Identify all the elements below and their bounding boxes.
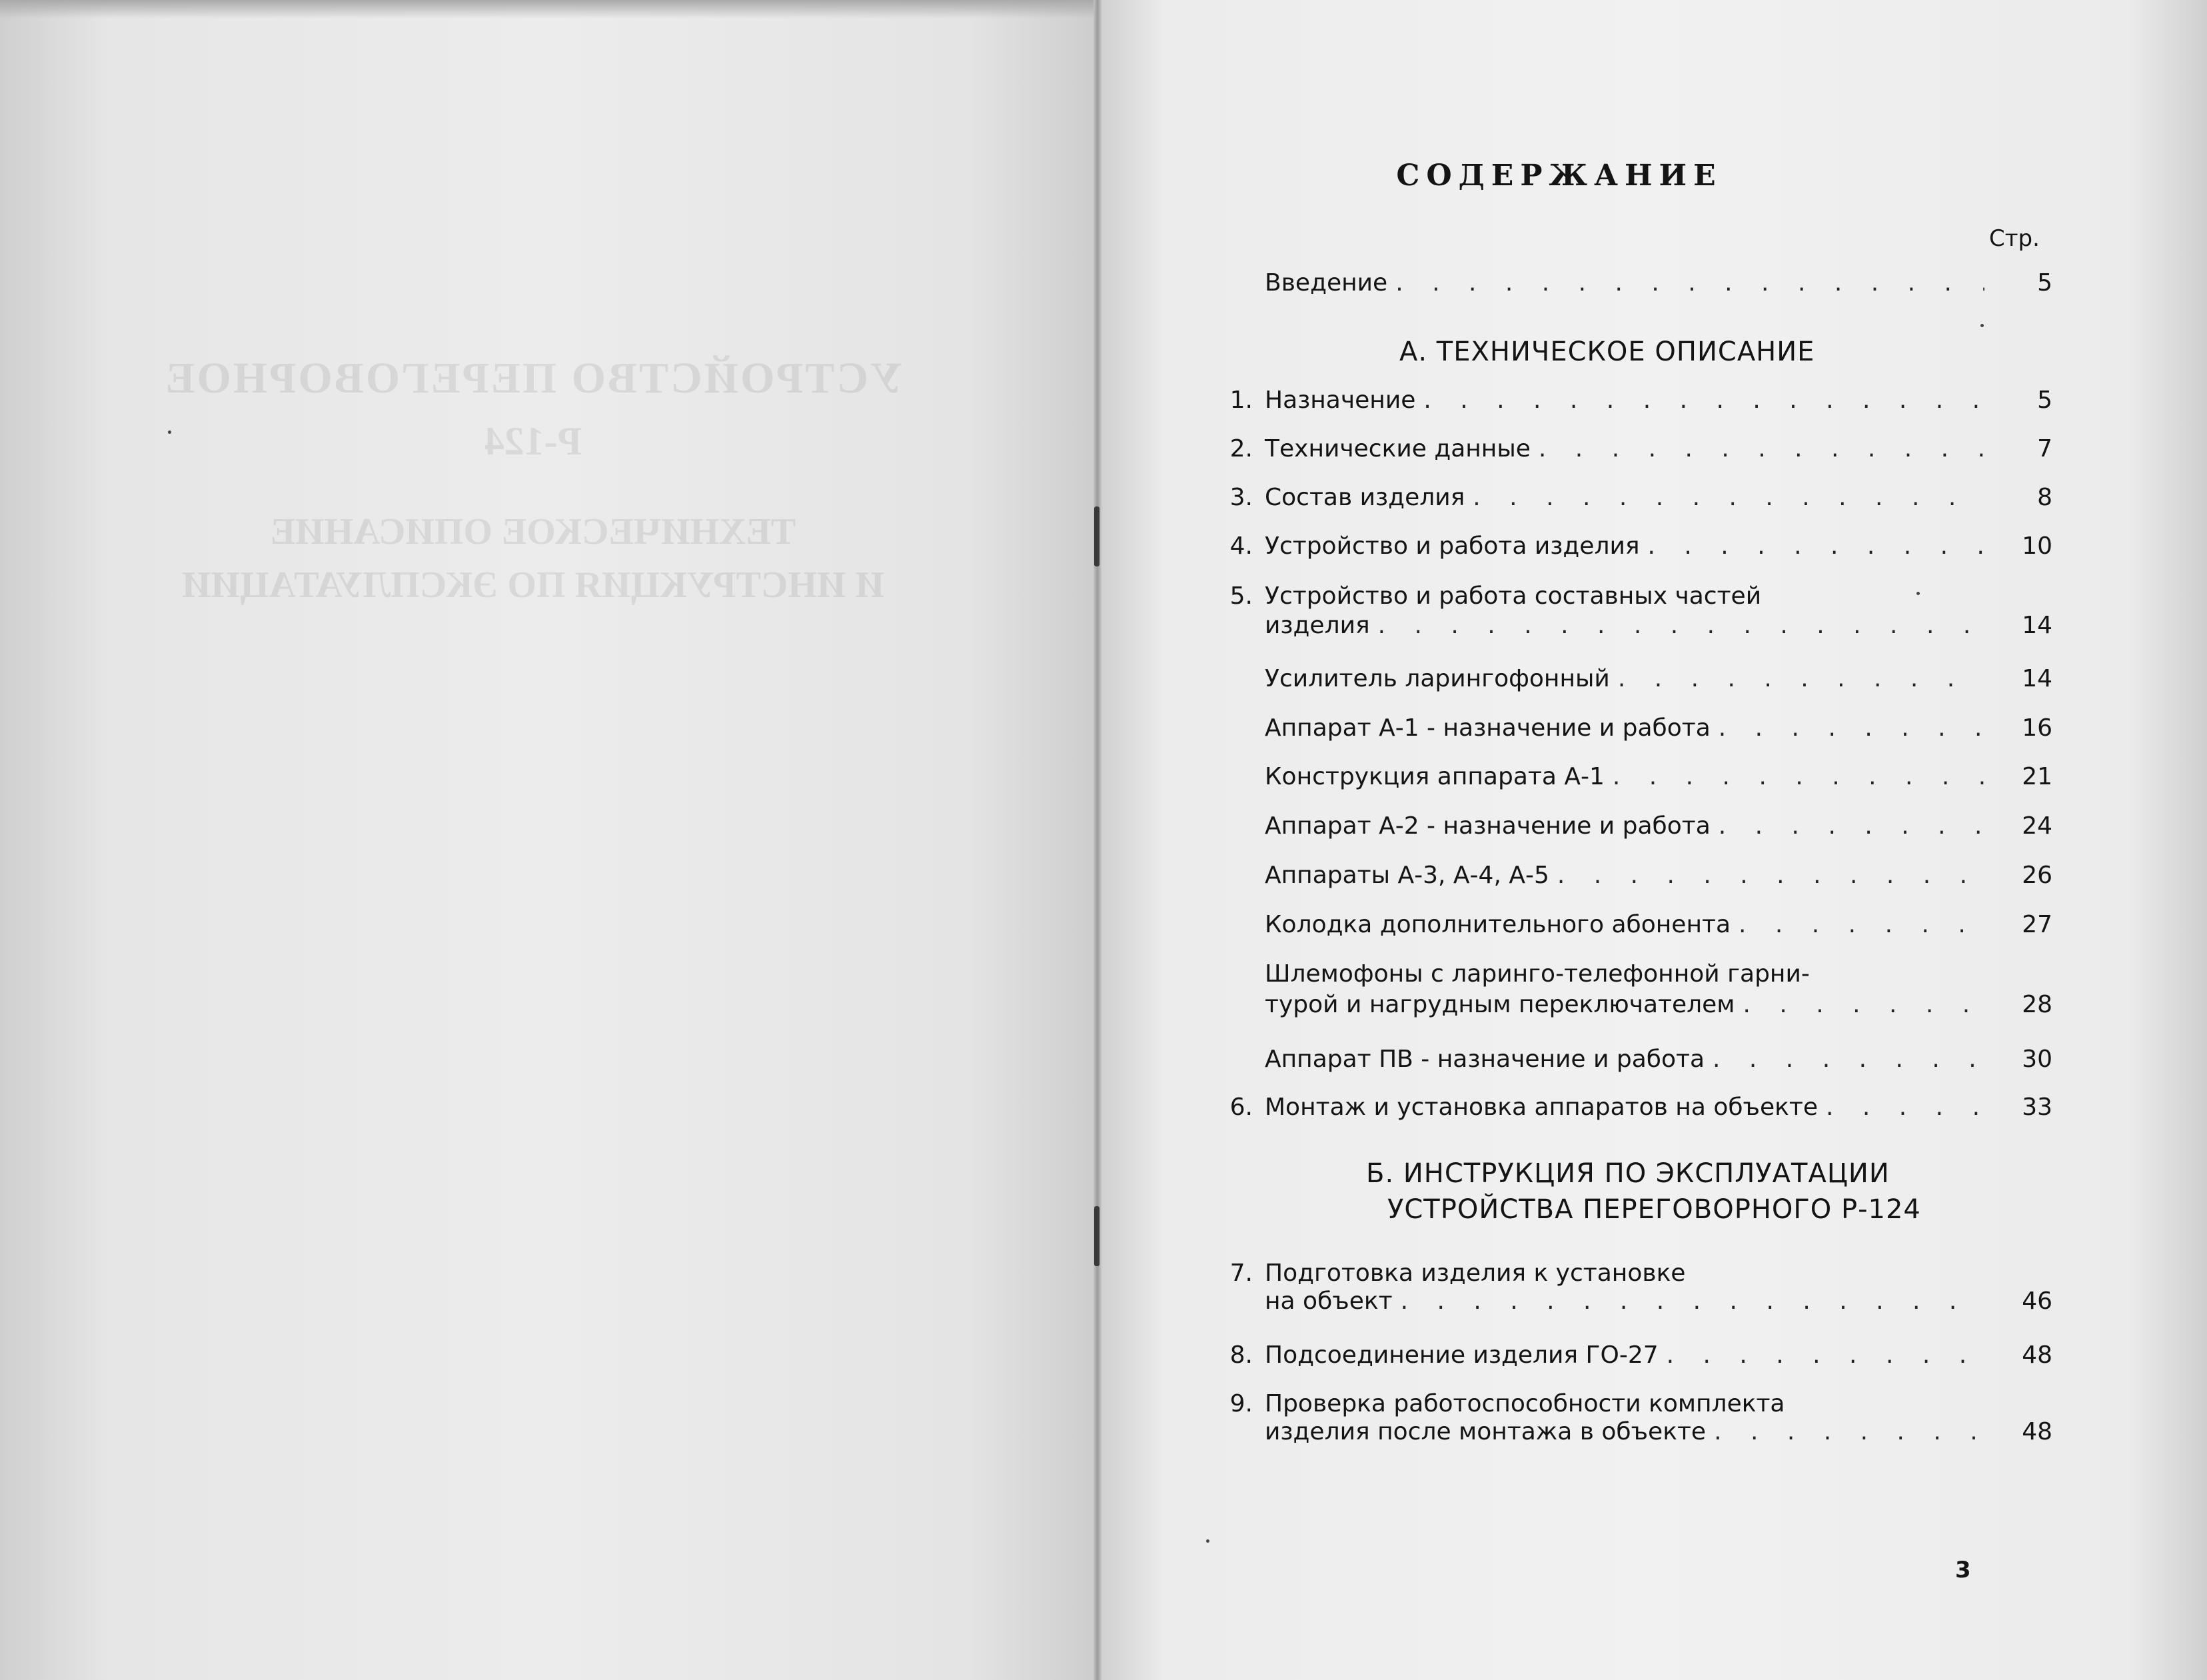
page-shadow	[0, 0, 1098, 19]
page-column-label: Стр.	[1989, 225, 2040, 252]
toc-entry-number: 2.	[1229, 435, 1253, 462]
toc-entry[interactable]	[1213, 387, 2052, 419]
leader-dots	[1667, 1341, 1984, 1369]
leader-dots	[1826, 1094, 1984, 1121]
staple-top	[1094, 506, 1100, 566]
toc-entry-text: Технические данные	[1265, 435, 1531, 462]
leader-dots	[1539, 435, 1984, 462]
toc-entry-number: 9.	[1229, 1390, 1253, 1417]
paper-speck	[168, 430, 171, 434]
toc-entry[interactable]	[1213, 960, 2052, 1023]
toc-entry-text: Устройство и работа изделия	[1265, 532, 1640, 560]
toc-entry-number: 8.	[1229, 1341, 1253, 1369]
leader-dots	[1719, 714, 1984, 742]
leader-dots	[1618, 665, 1984, 692]
page-number: 3	[1955, 1557, 1971, 1583]
toc-entry-text: Устройство и работа составных частей	[1265, 582, 1762, 610]
toc-entry[interactable]	[1213, 484, 2052, 516]
toc-entry-page: 48	[2022, 1418, 2052, 1445]
toc-entry-number: 5.	[1229, 582, 1253, 610]
toc-entry[interactable]	[1213, 714, 2052, 746]
toc-entry-page: 28	[2022, 991, 2052, 1018]
toc-entry-text: Шлемофоны с ларинго-телефонной гарни-	[1265, 960, 1810, 988]
toc-entry-page: 7	[2037, 435, 2052, 462]
toc-entry-text: Подсоединение изделия ГО-27	[1265, 1341, 1659, 1369]
toc-entry[interactable]	[1213, 763, 2052, 795]
toc-entry-page: 5	[2037, 269, 2052, 297]
staple-bottom	[1094, 1206, 1100, 1266]
toc-entry[interactable]	[1213, 1094, 2052, 1126]
toc-entry[interactable]	[1213, 1260, 2052, 1319]
toc-entry-number: 3.	[1229, 484, 1253, 511]
toc-entry-text: Усилитель ларингофонный	[1265, 665, 1610, 692]
toc-entry-page: 14	[2022, 612, 2052, 639]
toc-entry-page: 24	[2022, 812, 2052, 840]
toc-entry[interactable]	[1213, 1341, 2052, 1373]
toc-entry-page: 16	[2022, 714, 2052, 742]
leader-dots	[1714, 1418, 1984, 1445]
toc-entry-number: 7.	[1229, 1260, 1253, 1287]
leader-dots	[1423, 387, 1984, 414]
toc-entry-page: 33	[2022, 1094, 2052, 1121]
left-page	[0, 0, 1098, 1680]
toc-entry-text-continued: на объект	[1265, 1287, 1393, 1315]
ghost-line: И ИНСТРУКЦИЯ ПО ЭКСПЛУАТАЦИИ	[181, 564, 885, 606]
toc-entry-number: 6.	[1229, 1094, 1253, 1121]
toc-entry-page: 14	[2022, 665, 2052, 692]
toc-entry[interactable]	[1213, 862, 2052, 894]
toc-entry-page: 10	[2022, 532, 2052, 560]
toc-entry[interactable]	[1213, 435, 2052, 467]
paper-speck	[1980, 324, 1984, 327]
toc-entry-page: 48	[2022, 1341, 2052, 1369]
toc-entry-number: 1.	[1229, 387, 1253, 414]
leader-dots	[1739, 911, 1984, 938]
paper-speck	[1206, 1539, 1209, 1543]
toc-entry-number: 4.	[1229, 532, 1253, 560]
leader-dots	[1743, 991, 1984, 1018]
toc-entry-text: Конструкция аппарата А-1	[1265, 763, 1605, 790]
toc-entry-page: 46	[2022, 1287, 2052, 1315]
leader-dots	[1401, 1287, 1984, 1315]
toc-entry-text: Проверка работоспособности комплекта	[1265, 1390, 1785, 1417]
ghost-line: Р-124	[484, 419, 582, 463]
toc-entry[interactable]	[1213, 1046, 2052, 1078]
toc-entry-text-continued: изделия	[1265, 612, 1370, 639]
toc-entry[interactable]	[1213, 1390, 2052, 1450]
leader-dots	[1613, 763, 1984, 790]
toc-entry[interactable]	[1213, 911, 2052, 943]
leader-dots	[1557, 862, 1984, 889]
ghost-line: УСТРОЙСТВО ПЕРЕГОВОРНОЕ	[163, 354, 903, 403]
toc-entry-page: 30	[2022, 1046, 2052, 1073]
toc-entry-text: Аппарат А-2 - назначение и работа	[1265, 812, 1711, 840]
section-heading-b-line2: УСТРОЙСТВА ПЕРЕГОВОРНОГО Р-124	[1387, 1194, 1921, 1225]
toc-entry[interactable]	[1213, 812, 2052, 844]
toc-entry-text: Состав изделия	[1265, 484, 1465, 511]
show-through-text	[100, 347, 966, 612]
leader-dots	[1378, 612, 1984, 639]
leader-dots	[1473, 484, 1984, 511]
leader-dots	[1719, 812, 1984, 840]
leader-dots	[1395, 269, 1984, 297]
section-heading-a: А. ТЕХНИЧЕСКОЕ ОПИСАНИЕ	[1399, 337, 1815, 367]
toc-entry-page: 8	[2037, 484, 2052, 511]
toc-entry-page: 5	[2037, 387, 2052, 414]
toc-entry-page: 21	[2022, 763, 2052, 790]
toc-entry-text: Колодка дополнительного абонента	[1265, 911, 1731, 938]
toc-entry-page: 26	[2022, 862, 2052, 889]
toc-title: СОДЕРЖАНИЕ	[1396, 159, 1723, 193]
toc-entry-text-continued: изделия после монтажа в объекте	[1265, 1418, 1707, 1445]
toc-entry-text: Подготовка изделия к установке	[1265, 1260, 1686, 1287]
toc-entry-text: Аппарат ПВ - назначение и работа	[1265, 1046, 1705, 1073]
toc-entry[interactable]	[1213, 665, 2052, 697]
toc-entry[interactable]	[1213, 532, 2052, 564]
section-heading-b: Б. ИНСТРУКЦИЯ ПО ЭКСПЛУАТАЦИИ	[1366, 1158, 1890, 1189]
toc-entry-text: Аппарат А-1 - назначение и работа	[1265, 714, 1711, 742]
toc-entry-text: Монтаж и установка аппаратов на объекте	[1265, 1094, 1819, 1121]
toc-entry-page: 27	[2022, 911, 2052, 938]
book-gutter	[1094, 0, 1102, 1680]
ghost-line: ТЕХНИЧЕСКОЕ ОПИСАНИЕ	[270, 511, 796, 552]
toc-entry[interactable]	[1213, 269, 2052, 301]
leader-dots	[1713, 1046, 1984, 1073]
leader-dots	[1648, 532, 1984, 560]
toc-entry-text: Аппараты А-3, А-4, А-5	[1265, 862, 1549, 889]
toc-entry-text-continued: турой и нагрудным переключателем	[1265, 991, 1735, 1018]
toc-entry-text: Введение	[1265, 269, 1388, 297]
toc-entry[interactable]	[1213, 582, 2052, 644]
toc-entry-text: Назначение	[1265, 387, 1416, 414]
